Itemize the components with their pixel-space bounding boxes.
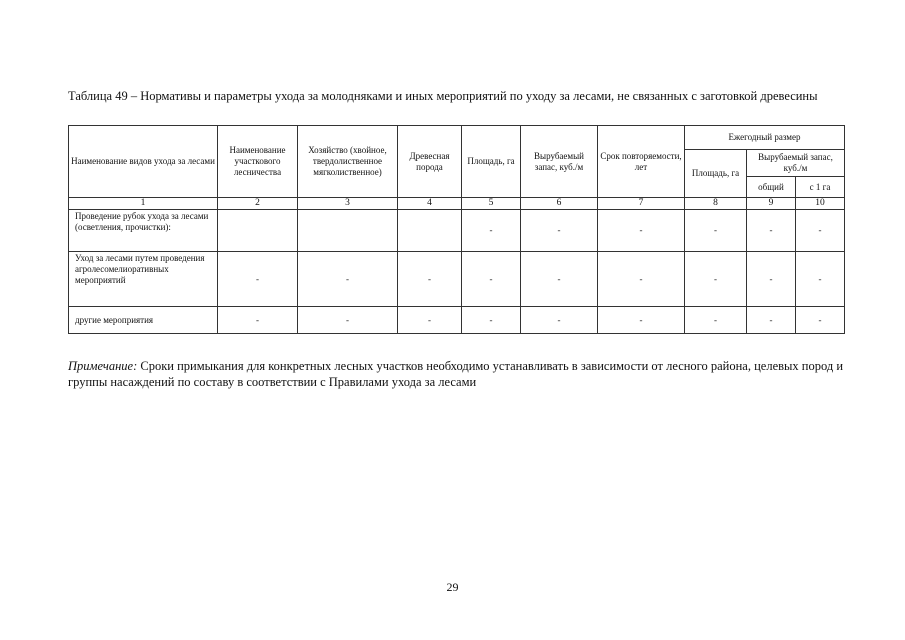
column-number: 5 [462,198,521,210]
column-number: 3 [298,198,398,210]
table-cell: - [747,210,796,252]
table-cell: - [685,307,747,334]
table-cell: - [398,307,462,334]
table-cell: - [398,252,462,307]
table-cell: - [521,307,598,334]
table-cell: - [218,252,298,307]
header-annual-volume: Вырубаемый запас, куб./м [747,150,845,177]
table-cell: - [521,210,598,252]
table-cell: - [685,252,747,307]
table-cell: - [598,252,685,307]
header-annual: Ежегодный размер [685,126,845,150]
header-area: Площадь, га [462,126,521,198]
table-row [69,252,845,307]
note-label: Примечание: [68,359,138,373]
forest-care-table [68,125,844,334]
column-number: 4 [398,198,462,210]
table-cell: - [462,307,521,334]
table-cell: - [796,252,845,307]
table-cell: - [298,307,398,334]
table-note [68,358,858,390]
table [68,125,845,334]
table-cell: - [462,252,521,307]
table-cell: - [598,307,685,334]
table-cell: - [521,252,598,307]
header-care-type: Наименование видов ухода за лесами [69,126,218,198]
table-cell: - [462,210,521,252]
row-name: Уход за лесами путем проведения агролесомелиоративных мероприятий [69,252,218,307]
table-cell: - [685,210,747,252]
row-name: Проведение рубок ухода за лесами (осветления, прочистки): [69,210,218,252]
table-cell: - [598,210,685,252]
column-number: 2 [218,198,298,210]
column-number-row [69,198,845,210]
header-volume: Вырубаемый запас, куб./м [521,126,598,198]
table-caption: Таблица 49 – Нормативы и параметры ухода за молодняками и иных мероприятий по уходу за лесами, не связанных с заготовкой древесины [68,89,818,103]
row-name: другие мероприятия [69,307,218,334]
header-forestry: Наименование участкового лесничества [218,126,298,198]
table-cell: - [796,307,845,334]
column-number: 7 [598,198,685,210]
column-number: 6 [521,198,598,210]
table-cell [218,210,298,252]
table-cell: - [796,210,845,252]
table-cell: - [747,252,796,307]
column-number: 1 [69,198,218,210]
header-annual-area: Площадь, га [685,150,747,198]
table-cell: - [747,307,796,334]
header-economy: Хозяйство (хвойное, твердолиственное мягколиственное) [298,126,398,198]
table-cell: - [218,307,298,334]
header-annual-total: общий [747,177,796,198]
note-text: Сроки примыкания для конкретных лесных участков необходимо устанавливать в зависимости от лесного района, целевых пород и группы насаждений по составу в соответствии с Правилами ухода за лесами [68,359,844,389]
header-tree-species: Древесная порода [398,126,462,198]
table-cell: - [298,252,398,307]
header-annual-per-ha: с 1 га [796,177,845,198]
page-number: 29 [446,580,459,594]
column-number: 9 [747,198,796,210]
table-cell [298,210,398,252]
table-cell [398,210,462,252]
column-number: 8 [685,198,747,210]
table-row [69,210,845,252]
table-row [69,307,845,334]
header-period: Срок повторяемости, лет [598,126,685,198]
column-number: 10 [796,198,845,210]
